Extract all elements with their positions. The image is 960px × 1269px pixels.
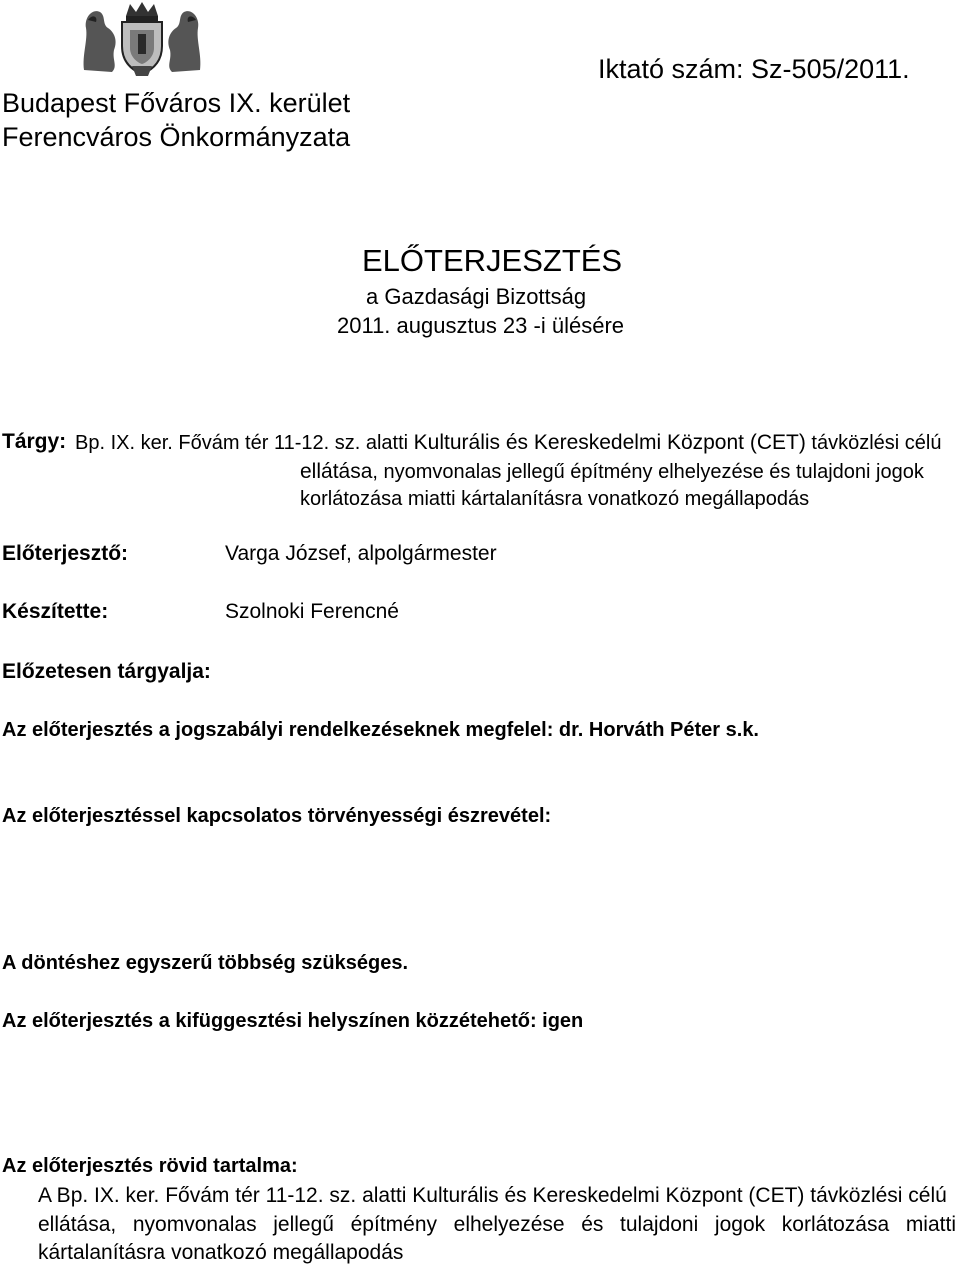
summary-line-1: A Bp. IX. ker. Fővám tér 11-12. sz. alatti Kulturális és Kereskedelmi Központ (CET) távközlési célú [38,1184,947,1207]
coat-of-arms-logo [78,0,206,78]
organization-name-line2: Ferencváros Önkormányzata [2,122,351,152]
majority-requirement: A döntéshez egyszerű többség szükséges. [2,952,409,974]
summary-line-2: ellátása, nyomvonalas jellegű építmény elhelyezése és tulajdoni jogok korlátozása miatti [38,1213,956,1236]
meeting-date: 2011. augusztus 23 -i ülésére [337,313,624,338]
subject-text-2a: ellátása [300,460,373,483]
subject-label: Tárgy: [2,430,67,453]
subject-line-1 [75,431,960,455]
committee-name: a Gazdasági Bizottság [366,284,587,309]
preparer-label: Készítette: [2,600,109,623]
legal-compliance-statement: Az előterjesztés a jogszabályi rendelkezéseknek megfelel: dr. Horváth Péter s.k. [2,719,759,741]
publishable-statement: Az előterjesztés a kifüggesztési helyszínen közzétehető: igen [2,1010,584,1032]
summary-line-3: kártalanításra vonatkozó megállapodás [38,1241,404,1264]
previously-discussed-label: Előzetesen tárgyalja: [2,660,211,683]
document-title: ELŐTERJESZTÉS [362,243,623,278]
organization-name-line1: Budapest Főváros IX. kerület [2,88,351,118]
subject-text-2b: , nyomvonalas jellegű építmény elhelyezése és tulajdoni jogok [372,461,924,483]
preparer-value: Szolnoki Ferencné [225,600,399,623]
summary-label: Az előterjesztés rövid tartalma: [2,1155,298,1177]
registration-number: Iktató szám: Sz-505/2011. [598,54,910,84]
subject-line-3: korlátozása miatti kártalanításra vonatkozó megállapodás [300,488,810,510]
presenter-label: Előterjesztő: [2,542,129,565]
legality-remark-label: Az előterjesztéssel kapcsolatos törvényességi észrevétel: [2,805,552,827]
presenter-value: Varga József, alpolgármester [225,542,497,565]
subject-text-1c: távközlési célú [811,432,942,454]
subject-line-2 [300,460,924,484]
subject-text-1a: Bp. IX. ker. Fővám tér 11-12. sz. alatti [75,432,409,454]
subject-text-1b: Kulturális és Kereskedelmi Központ (CET) [413,431,806,454]
